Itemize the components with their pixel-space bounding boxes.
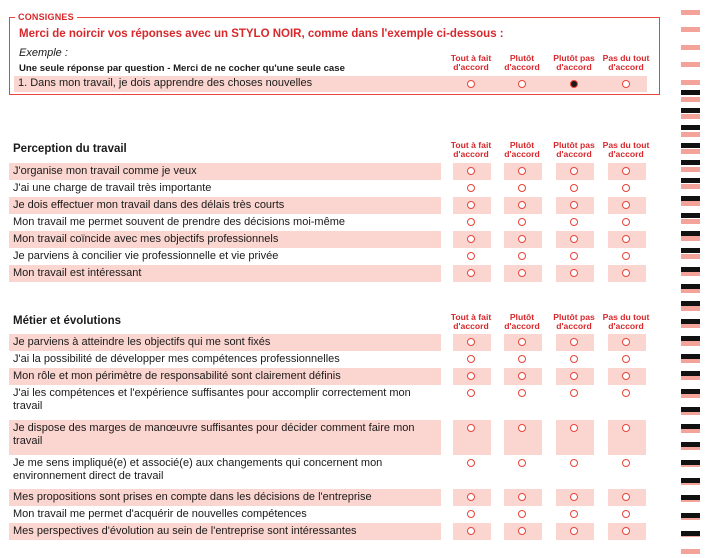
section-title: Perception du travail bbox=[13, 143, 127, 155]
column-header-4 bbox=[596, 54, 656, 72]
answer-radio-1[interactable] bbox=[467, 218, 475, 226]
answer-radio-2[interactable] bbox=[518, 338, 526, 346]
answer-radio-1[interactable] bbox=[467, 167, 475, 175]
question-row bbox=[9, 265, 657, 282]
answer-radio-1[interactable] bbox=[467, 235, 475, 243]
answer-radio-3[interactable] bbox=[570, 355, 578, 363]
answer-radio-1[interactable] bbox=[467, 269, 475, 277]
margin-mark-black bbox=[681, 354, 700, 359]
answer-radio-2[interactable] bbox=[518, 389, 526, 397]
answer-radio-1[interactable] bbox=[467, 459, 475, 467]
answer-radio-1[interactable] bbox=[467, 424, 475, 432]
example-label: Exemple : bbox=[19, 47, 68, 59]
margin-mark-black bbox=[681, 531, 700, 536]
column-header-line: d'accord bbox=[453, 149, 489, 159]
margin-mark bbox=[681, 549, 700, 554]
answer-radio-3[interactable] bbox=[570, 235, 578, 243]
margin-mark bbox=[681, 45, 700, 50]
answer-radio-3[interactable] bbox=[570, 527, 578, 535]
question-row bbox=[9, 385, 657, 420]
margin-mark bbox=[681, 167, 700, 172]
answer-radio-2[interactable] bbox=[518, 201, 526, 209]
answer-radio-3[interactable] bbox=[570, 184, 578, 192]
question-row bbox=[9, 163, 657, 180]
answer-radio-4[interactable] bbox=[622, 510, 630, 518]
column-header-line: Pas du tout bbox=[602, 53, 650, 63]
answer-radio-1[interactable] bbox=[467, 184, 475, 192]
answer-radio-3[interactable] bbox=[570, 493, 578, 501]
answer-radio-1[interactable] bbox=[467, 355, 475, 363]
answer-radio-4[interactable] bbox=[622, 527, 630, 535]
answer-radio-2[interactable] bbox=[518, 235, 526, 243]
answer-radio-2[interactable] bbox=[518, 510, 526, 518]
margin-mark-black bbox=[681, 424, 700, 429]
question-text: J'ai la possibilité de développer mes compétences professionnelles bbox=[13, 353, 340, 365]
margin-mark bbox=[681, 62, 700, 67]
answer-radio-3[interactable] bbox=[570, 252, 578, 260]
margin-mark bbox=[681, 184, 700, 189]
column-header-line: Pas du tout bbox=[602, 312, 650, 322]
answer-radio-3[interactable] bbox=[570, 338, 578, 346]
question-text: Je dois effectuer mon travail dans des délais très courts bbox=[9, 197, 441, 214]
margin-mark bbox=[681, 10, 700, 15]
margin-mark-black bbox=[681, 125, 700, 130]
column-header-3 bbox=[544, 313, 604, 331]
margin-mark-black bbox=[681, 389, 700, 394]
column-header-line: Plutôt bbox=[509, 312, 535, 322]
column-header-line: Pas du tout bbox=[602, 140, 650, 150]
column-header-4 bbox=[596, 141, 656, 159]
margin-mark-black bbox=[681, 371, 700, 376]
question-row bbox=[9, 248, 657, 265]
answer-radio-4[interactable] bbox=[622, 184, 630, 192]
answer-radio-1[interactable] bbox=[467, 510, 475, 518]
question-text: Je dispose des marges de manœuvre suffisantes pour décider comment faire mon travail bbox=[9, 420, 441, 455]
question-row bbox=[9, 197, 657, 214]
question-row bbox=[9, 214, 657, 231]
column-header-line: Tout à fait bbox=[450, 53, 492, 63]
question-row bbox=[9, 523, 657, 540]
question-text: Je parviens à atteindre les objectifs qui me sont fixés bbox=[9, 334, 441, 351]
answer-radio-2[interactable] bbox=[518, 167, 526, 175]
question-row bbox=[9, 180, 657, 197]
answer-radio-3[interactable] bbox=[570, 510, 578, 518]
margin-mark-black bbox=[681, 460, 700, 465]
margin-mark-black bbox=[681, 178, 700, 183]
consignes-title: Merci de noircir vos réponses avec un STYLO NOIR, comme dans l'exemple ci-dessous : bbox=[19, 28, 504, 40]
margin-mark bbox=[681, 201, 700, 206]
answer-radio-2[interactable] bbox=[518, 493, 526, 501]
column-header-3 bbox=[544, 141, 604, 159]
column-header-line: d'accord bbox=[453, 62, 489, 72]
answer-radio-2[interactable] bbox=[518, 459, 526, 467]
margin-mark-black bbox=[681, 301, 700, 306]
question-row bbox=[9, 420, 657, 455]
margin-mark-black bbox=[681, 90, 700, 95]
answer-radio-4[interactable] bbox=[622, 269, 630, 277]
margin-mark-black bbox=[681, 160, 700, 165]
consignes-label: CONSIGNES bbox=[15, 12, 77, 22]
column-header-line: Plutôt bbox=[509, 140, 535, 150]
column-header-3 bbox=[544, 54, 604, 72]
answer-radio-4[interactable] bbox=[622, 201, 630, 209]
answer-radio-4[interactable] bbox=[622, 218, 630, 226]
question-text: Mon rôle et mon périmètre de responsabilité sont clairement définis bbox=[9, 368, 441, 385]
column-header-line: d'accord bbox=[608, 149, 644, 159]
question-text: J'ai les compétences et l'expérience suffisantes pour accomplir correctement mon travail bbox=[13, 387, 411, 412]
answer-radio-1[interactable] bbox=[467, 372, 475, 380]
column-header-line: Plutôt bbox=[509, 53, 535, 63]
margin-mark bbox=[681, 80, 700, 85]
margin-mark bbox=[681, 149, 700, 154]
answer-radio-4[interactable] bbox=[622, 459, 630, 467]
answer-radio-3[interactable] bbox=[570, 218, 578, 226]
answer-radio-4[interactable] bbox=[622, 252, 630, 260]
question-row bbox=[9, 489, 657, 506]
question-row bbox=[9, 231, 657, 248]
answer-radio-4[interactable] bbox=[622, 338, 630, 346]
question-text: Je me sens impliqué(e) et associé(e) aux changements qui concernent mon environnement direct de travail bbox=[13, 457, 383, 482]
margin-mark-black bbox=[681, 407, 700, 412]
margin-mark-black bbox=[681, 108, 700, 113]
margin-mark-black bbox=[681, 248, 700, 253]
question-text: Mes perspectives d'évolution au sein de l'entreprise sont intéressantes bbox=[9, 523, 441, 540]
example-radio-2[interactable] bbox=[518, 80, 526, 88]
column-header-line: Tout à fait bbox=[450, 312, 492, 322]
answer-radio-4[interactable] bbox=[622, 424, 630, 432]
answer-radio-2[interactable] bbox=[518, 184, 526, 192]
margin-mark-black bbox=[681, 196, 700, 201]
answer-radio-2[interactable] bbox=[518, 424, 526, 432]
answer-radio-2[interactable] bbox=[518, 527, 526, 535]
question-text: J'organise mon travail comme je veux bbox=[9, 163, 441, 180]
answer-radio-3[interactable] bbox=[570, 459, 578, 467]
column-header-2 bbox=[492, 54, 552, 72]
margin-mark-black bbox=[681, 213, 700, 218]
column-header-line: d'accord bbox=[608, 62, 644, 72]
margin-mark bbox=[681, 341, 700, 346]
margin-mark bbox=[681, 97, 700, 102]
margin-mark bbox=[681, 27, 700, 32]
answer-radio-4[interactable] bbox=[622, 235, 630, 243]
question-row bbox=[9, 368, 657, 385]
question-row bbox=[9, 351, 657, 368]
answer-radio-3[interactable] bbox=[570, 389, 578, 397]
answer-radio-3[interactable] bbox=[570, 269, 578, 277]
column-header-2 bbox=[492, 141, 552, 159]
column-header-line: Plutôt pas bbox=[553, 312, 595, 322]
answer-radio-1[interactable] bbox=[467, 338, 475, 346]
margin-mark-black bbox=[681, 284, 700, 289]
margin-mark-black bbox=[681, 267, 700, 272]
answer-radio-2[interactable] bbox=[518, 355, 526, 363]
column-header-line: d'accord bbox=[504, 321, 540, 331]
question-text: Je parviens à concilier vie professionnelle et vie privée bbox=[13, 250, 279, 262]
margin-mark bbox=[681, 254, 700, 259]
question-text: Mon travail est intéressant bbox=[9, 265, 441, 282]
margin-mark-black bbox=[681, 478, 700, 483]
answer-radio-1[interactable] bbox=[467, 527, 475, 535]
column-header-line: d'accord bbox=[504, 149, 540, 159]
answer-radio-1[interactable] bbox=[467, 252, 475, 260]
example-radio-3[interactable] bbox=[570, 80, 578, 88]
answer-radio-1[interactable] bbox=[467, 201, 475, 209]
question-text: Mon travail me permet souvent de prendre des décisions moi-même bbox=[13, 216, 345, 228]
margin-mark-black bbox=[681, 513, 700, 518]
example-radio-1[interactable] bbox=[467, 80, 475, 88]
column-header-line: Plutôt pas bbox=[553, 140, 595, 150]
answer-radio-3[interactable] bbox=[570, 167, 578, 175]
example-radio-4[interactable] bbox=[622, 80, 630, 88]
answer-radio-3[interactable] bbox=[570, 424, 578, 432]
margin-mark-black bbox=[681, 442, 700, 447]
section-title: Métier et évolutions bbox=[13, 315, 121, 327]
question-row bbox=[9, 455, 657, 489]
answer-radio-4[interactable] bbox=[622, 389, 630, 397]
column-header-line: Tout à fait bbox=[450, 140, 492, 150]
margin-mark-black bbox=[681, 495, 700, 500]
answer-radio-4[interactable] bbox=[622, 355, 630, 363]
column-header-line: Plutôt pas bbox=[553, 53, 595, 63]
answer-radio-2[interactable] bbox=[518, 269, 526, 277]
margin-mark-black bbox=[681, 143, 700, 148]
example-question: 1. Dans mon travail, je dois apprendre des choses nouvelles bbox=[18, 77, 313, 89]
answer-radio-3[interactable] bbox=[570, 372, 578, 380]
column-header-2 bbox=[492, 313, 552, 331]
margin-mark-black bbox=[681, 231, 700, 236]
margin-marks bbox=[681, 0, 703, 558]
answer-radio-2[interactable] bbox=[518, 372, 526, 380]
margin-mark-black bbox=[681, 336, 700, 341]
column-header-line: d'accord bbox=[556, 321, 592, 331]
example-note: Une seule réponse par question - Merci de ne cocher qu'une seule case bbox=[19, 63, 345, 74]
question-text: Mon travail coïncide avec mes objectifs professionnels bbox=[9, 231, 441, 248]
margin-mark bbox=[681, 306, 700, 311]
answer-radio-4[interactable] bbox=[622, 167, 630, 175]
answer-radio-2[interactable] bbox=[518, 252, 526, 260]
question-text: J'ai une charge de travail très importante bbox=[13, 182, 212, 194]
question-row bbox=[9, 334, 657, 351]
question-text: Mon travail me permet d'acquérir de nouvelles compétences bbox=[13, 508, 307, 520]
margin-mark-black bbox=[681, 319, 700, 324]
column-header-line: d'accord bbox=[556, 62, 592, 72]
answer-radio-1[interactable] bbox=[467, 493, 475, 501]
answer-radio-2[interactable] bbox=[518, 218, 526, 226]
question-text: Mes propositions sont prises en compte dans les décisions de l'entreprise bbox=[9, 489, 441, 506]
question-row bbox=[9, 506, 657, 523]
example-row bbox=[14, 76, 647, 92]
margin-mark bbox=[681, 132, 700, 137]
answer-radio-1[interactable] bbox=[467, 389, 475, 397]
answer-radio-4[interactable] bbox=[622, 372, 630, 380]
margin-mark bbox=[681, 219, 700, 224]
column-header-4 bbox=[596, 313, 656, 331]
answer-radio-3[interactable] bbox=[570, 201, 578, 209]
column-header-line: d'accord bbox=[608, 321, 644, 331]
column-header-line: d'accord bbox=[453, 321, 489, 331]
answer-radio-4[interactable] bbox=[622, 493, 630, 501]
column-header-line: d'accord bbox=[504, 62, 540, 72]
margin-mark bbox=[681, 236, 700, 241]
column-header-line: d'accord bbox=[556, 149, 592, 159]
margin-mark bbox=[681, 114, 700, 119]
